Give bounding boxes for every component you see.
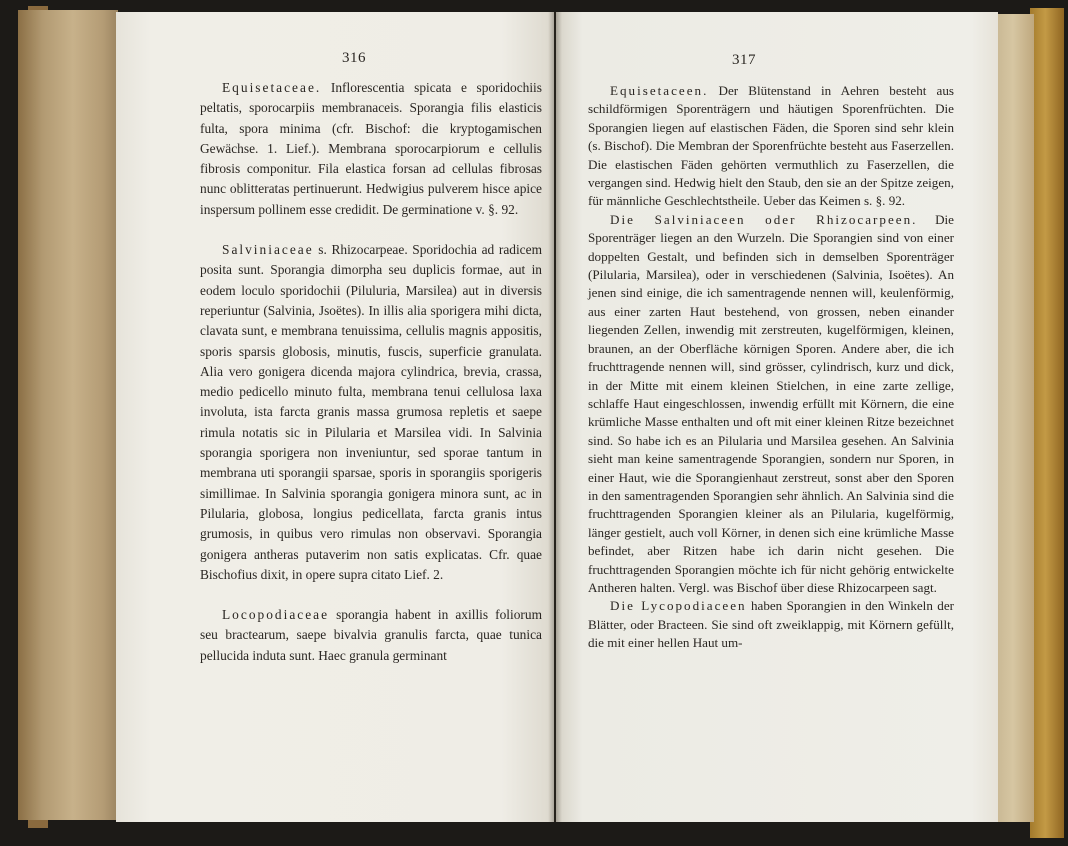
page-number: 316 (342, 50, 366, 66)
right-page (556, 12, 998, 822)
taxon-heading: Die Lycopodiaceen (610, 598, 747, 614)
paragraph-salviniaceae (200, 240, 542, 585)
paragraph-text: haben Sporangien in den Winkeln der Blätter, oder Bracteen. Sie sind oft zweiklappig, mit Körnern gefüllt, die mit einer hellen Haut um- (588, 598, 954, 651)
page-body (588, 82, 954, 653)
book-gutter (548, 12, 562, 822)
paragraph-locopodiaceae (200, 605, 542, 666)
paragraph-equisetaceae (200, 78, 542, 220)
paragraph-equisetaceen (588, 82, 954, 211)
paragraph-text: Der Blütenstand in Aehren besteht aus schildförmigen Sporenträgern und häutigen Sporenfrüchten. Die Sporangien liegen auf elastischen Fäden, die Sporen sind sehr klein (s. Bischof). Die Membran der Sporenfrüchte besteht aus Faserzellen. Die elastischen Fäden gehörten vermuthlich zu Faserzellen, die vergangen sind. Hedwig hielt den Staub, den sie an der Spitze zeigen, für männliche Geschlechtstheile. Ueber das Keimen s. §. 92. (588, 83, 954, 209)
paragraph-salviniaceen (588, 211, 954, 598)
paragraph-text: s. Rhizocarpeae. Sporidochia ad radicem posita sunt. Sporangia dimorpha seu duplicis formae, aut in eodem loculo sporidochii (Piluluria, Marsilea) aut in diversis reperiuntur (Salvinia, Jsoëtes). In illis alia sporigera mihi dicta, clavata sunt, e membrana tenuissima, cellulis magnis appositis, sporis sparsis globosis, minutis, fuscis, superficie granulata. Alia vero gonigera dicenda majora cylindrica, brevia, crassa, medio pedicello minuto fulta, membrana tenui cellulosa laxa involuta, ista farcta granis massa grumosa repletis et saepe rimula notatis sic in Pilularia et Marsilea vidi. In Salvinia sporangia sporigera non inveniuntur, sed sporae tantum in membrana uti sporangii sparsae, sporis in sporangiis sporigeris simillimae. In Salvinia sporangia gonigera minora sunt, ac in Pilularia, globosa, longius pedicellata, farcta granis intus grumosis, in quibus vero rimulas non observavi. Sporangia gonigera antheras putaverim non satis explicatas. Cfr. quae Bischofius dixit, in opere supra citato Lief. 2. (200, 242, 542, 582)
left-page (116, 12, 554, 822)
page-number: 317 (732, 52, 756, 68)
page-body (200, 78, 542, 666)
taxon-heading: Salviniaceae (222, 242, 314, 258)
taxon-heading: Equisetaceen. (610, 83, 709, 98)
book-cover-edge-right (1030, 8, 1064, 838)
taxon-heading: Locopodiaceae (222, 607, 330, 623)
paragraph-text: sporangia habent in axillis foliorum seu bractearum, saepe bivalvia granulis farcta, quae tunica pellucida induta sunt. Haec granula germinant (200, 607, 542, 663)
paragraph-text: Die Sporenträger liegen an den Wurzeln. Die Sporangien sind von einer doppelten Gestalt, und befinden sich in demselben Sporenträger (Pilularia, Marsilea), oder in verschiedenen (Salvinia, Isoëtes). An jenen sind einige, die ich samentragende nennen will, keulenförmig, aus einer zarten Haut bestehend, von grossen, neben einander liegenden Zellen, inwendig mit zerstreuten, kugelförmigen, kleinen, braunen, an der Oberfläche körnigen Sporen. Andere aber, die ich fruchttragende nennen will, sind grösser, cylindrisch, kurz und dick, in der Mitte mit einem kleinen Stielchen, in eine zarte zellige, schlaffe Haut eingeschlossen, inwendig erfüllt mit Körnern, die eine krümliche Masse enthalten und oft mit einer kleinen Ritze bezeichnet sind. So habe ich es an Pilularia und Marsilea gesehen. An Salvinia sieht man keine samentragende Sporangien, sondern nur Sporen, in einer Haut, wie die Sporangienhaut zerstreut, sonst aber den Sporen in den samentragenden Sporangien sehr ähnlich. An Salvinia sind die fruchttragenden Sporangien kleiner als an Pilularia, kugelförmig, länger gestielt, auch voll Körner, in denen sich eine krümliche Masse befindet, aber Ritzen habe ich darin nicht gesehen. Die fruchttragenden Sporangien möchte ich für nicht gehörig entwickelte Antheren halten. Vergl. was Bischof über diese Rhizocarpeen sagt. (588, 211, 954, 595)
page-edges-left (18, 10, 118, 820)
paragraph-lycopodiaceen (588, 597, 954, 652)
taxon-heading: Die Salviniaceen oder Rhizocarpeen. (610, 211, 918, 227)
taxon-heading: Equisetaceae. (222, 80, 322, 95)
page-edges-right (996, 14, 1034, 822)
paragraph-text: Inflorescentia spicata e sporidochiis peltatis, sporocarpiis membranaceis. Sporangia filis elasticis fulta, spora minima (cfr. Bischof: die kryptogamischen Gewächse. 1. Lief.). Membrana sporocarpiorum e cellulis fibrosis componitur. Fila elastica forsan ad cellulas fibrosas nunc oblitteratas pertinuerunt. Hedwigius pulverem hisce apice inspersum pollinem esse credidit. De germinatione v. §. 92. (200, 80, 542, 217)
